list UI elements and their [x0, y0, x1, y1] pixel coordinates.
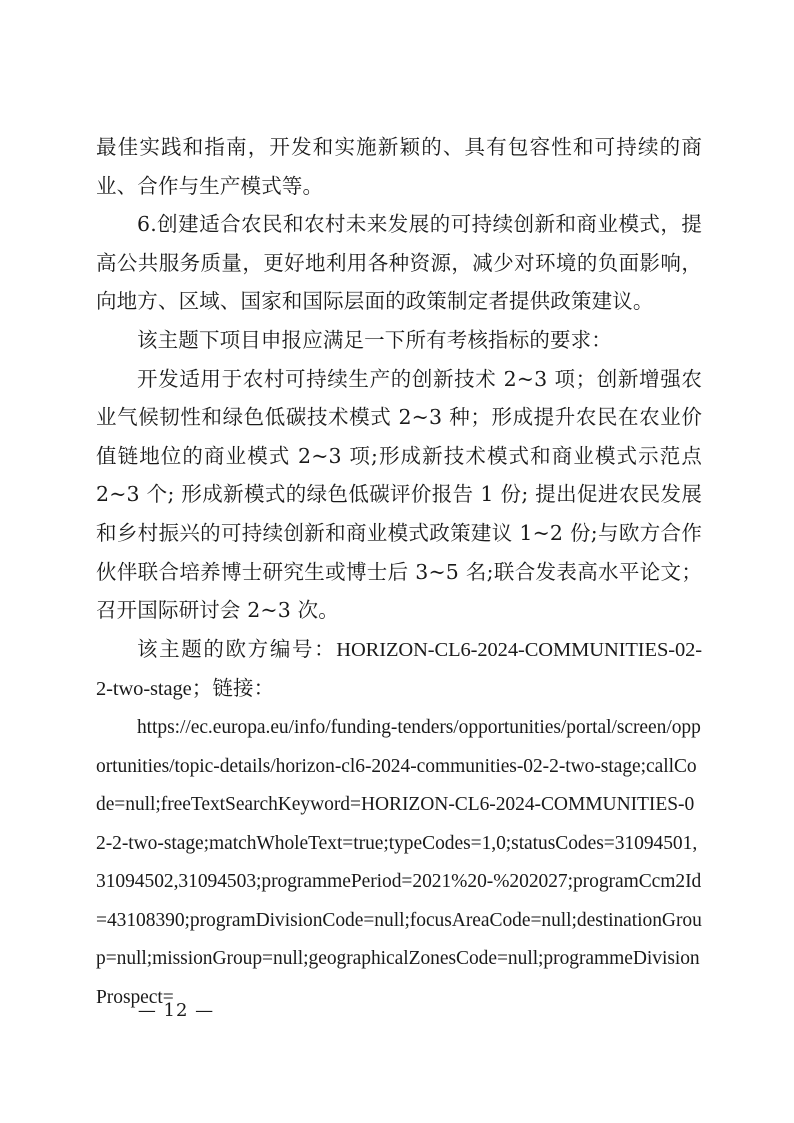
- paragraph-requirement-intro: 该主题下项目申报应满足一下所有考核指标的要求：: [137, 327, 612, 352]
- page-body: [96, 128, 702, 1018]
- opportunity-url[interactable]: https://ec.europa.eu/info/funding-tenders/opportunities/portal/screen/opportunities/topic-details/horizon-cl6-2024-communities-02-2-two-stage;callCode=null;freeTextSearchKeyword=HORIZON-CL6-2024-COMMUNITIES-02-2-two-stage;matchWholeText=true;typeCodes=1,0;statusCodes=31094501,31094502,31094503;programmePeriod=2021%20-%202027;programCcm2Id=43108390;programDivisionCode=null;focusAreaCode=null;destinationGroup=null;missionGroup=null;geographicalZonesCode=null;programmeDivisionProspect=: [96, 716, 702, 1009]
- topic-reference-label-suffix: ；链接：: [191, 676, 275, 701]
- paragraph-continuation: 最佳实践和指南，开发和实施新颖的、具有包容性和可持续的商业、合作与生产模式等。: [96, 135, 702, 198]
- topic-code: HORIZON-CL6-2024-COMMUNITIES-02-2-two-stage: [96, 638, 702, 701]
- paragraph-topic-reference: [96, 630, 702, 709]
- page-number: — 12 —: [137, 1000, 215, 1021]
- paragraph-numbered-item-6: 6.创建适合农民和农村未来发展的可持续创新和商业模式，提高公共服务质量，更好地利用各种资源，减少对环境的负面影响，向地方、区域、国家和国际层面的政策制定者提供政策建议。: [96, 212, 702, 314]
- topic-reference-label-prefix: 该主题的欧方编号：: [137, 636, 337, 661]
- paragraph-indicators: 开发适用于农村可持续生产的创新技术 2~3 项；创新增强农业气候韧性和绿色低碳技术模式 2~3 种；形成提升农民在农业价值链地位的商业模式 2~3 项;形成新技术模式和商业模式示范点 2~3 个; 形成新模式的绿色低碳评价报告 1 份; 提出促进农民发展和乡村振兴的可持续创新和商业模式政策建议 1~2 份;与欧方合作伙伴联合培养博士研究生或博士后 3~5 名;联合发表高水平论文；召开国际研讨会 2~3 次。: [96, 366, 702, 623]
